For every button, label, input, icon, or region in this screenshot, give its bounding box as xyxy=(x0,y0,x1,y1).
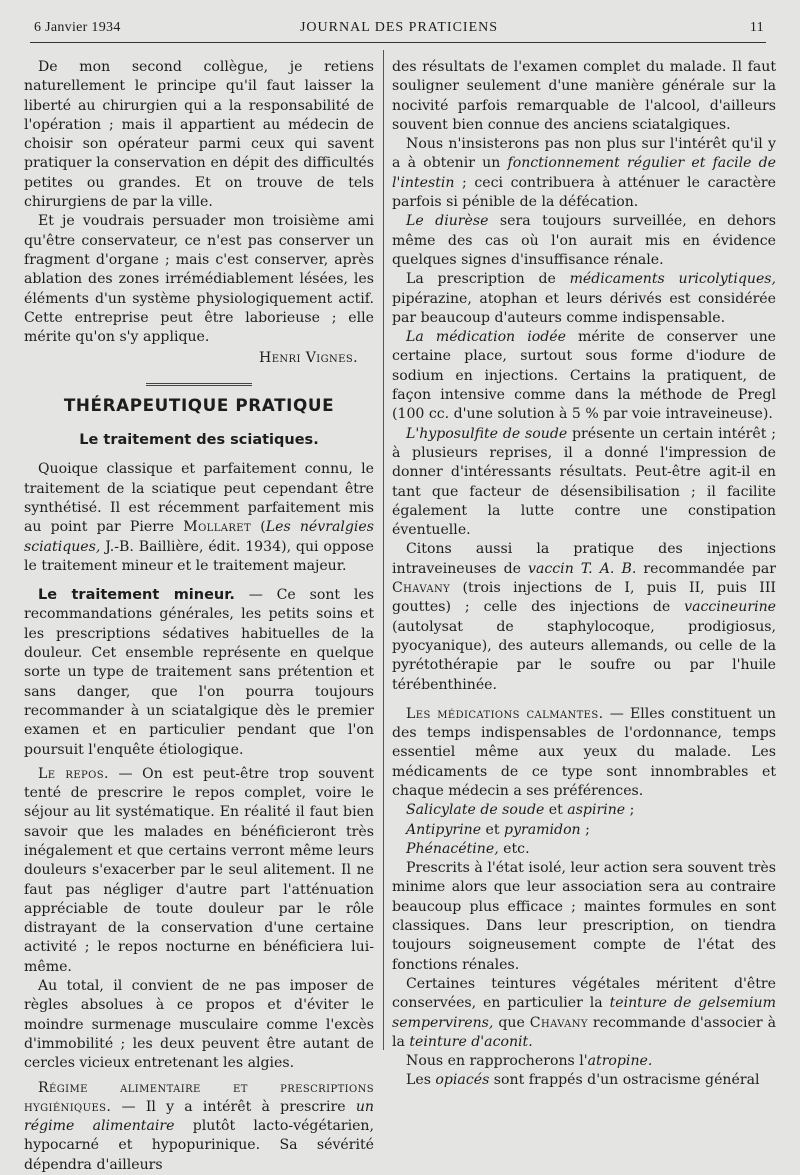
author-signature: Henri Vignes. xyxy=(259,350,358,367)
paragraph: Les médications calmantes. — Elles constituent un des temps indispensables de l'ordonnance, temps essentiel même aux yeux du malade. Les médicaments de ce type sont innombrables et chaque médecin a ses préférences. xyxy=(392,705,776,799)
paragraph: des résultats de l'examen complet du malade. Il faut souligner seulement d'une manière générale sur la nocivité parfois remarquable de l'alcool, d'ailleurs souvent bien connue des anciens sciatalgiques. xyxy=(392,59,776,133)
paragraph: Le repos. — On est peut-être trop souvent tenté de prescrire le repos complet, voire le séjour au lit systématique. En réalité il faut bien savoir que les malades en bénéficieront très inégalement et que certains verront même leurs douleurs s'exacerber par le seul alitement. Il ne faut pas négliger d'autre part l'atténuation appréciable de toute douleur par le rôle distrayant de la conservation d'une certaine activité ; le repos nocturne en bénéficiera lui-même. xyxy=(24,765,374,975)
section-divider xyxy=(146,383,252,386)
paragraph: Nous n'insisterons pas non plus sur l'intérêt qu'il y a à obtenir un fonctionnement régulier et facile de l'intestin ; ceci contribuera à atténuer le caractère parfois si pénible de la défécation. xyxy=(392,136,776,211)
section-title: THÉRAPEUTIQUE PRATIQUE xyxy=(63,394,335,415)
paragraph-lead: Le repos. xyxy=(38,765,109,782)
paragraph-lead: Les médications calmantes. xyxy=(406,705,604,722)
medication-list xyxy=(392,801,776,859)
book-title: Les névralgies sciatiques, xyxy=(24,519,374,555)
author-name: Chavany xyxy=(392,580,451,597)
author-name: Mollaret xyxy=(183,519,252,536)
article-title: Le traitement des sciatiques. xyxy=(79,432,319,449)
header-rule xyxy=(30,42,766,43)
paragraph: L'hyposulfite de soude présente un certain intérêt ; à plusieurs reprises, il a donné l'impression de donner d'intéressants résultats. Peut-être agit-il en tant que facteur de désensibilisation ; il facilite également la lutte contre une constipation éventuelle. xyxy=(392,425,776,539)
paragraph: De mon second collègue, je retiens naturellement le principe qu'il faut laisser la liberté au chirurgien qui a la responsabilité de l'opération ; mais il appartient au médecin de choisir son opérateur parmi ceux qui savent pratiquer la conservation en dépit des difficultés petites ou grandes. Et on trouve de tels chirurgiens de par la ville. xyxy=(24,59,374,211)
paragraph: La prescription de médicaments uricolytiques, pipérazine, atophan et leurs dérivés est considérée par beaucoup d'auteurs comme indispensable. xyxy=(392,271,776,326)
header-journal-title: JOURNAL DES PRATICIENS xyxy=(299,20,499,35)
page-header xyxy=(34,20,764,42)
paragraph: Citons aussi la pratique des injections intraveineuses de vaccin T. A. B. recommandée par Chavany (trois injections de I, puis II, puis III gouttes) ; celle des injections de vaccineurine (autolysat de staphylocoque, prodigiosus, pyocyanique), des auteurs allemands, ou celle de la pyrétothérapie par le soufre ou par l'huile térébenthinée. xyxy=(392,541,776,693)
list-item: Salicylate de soude et aspirine ; xyxy=(406,802,635,819)
header-date: 6 Janvier 1934 xyxy=(34,20,121,35)
list-item: Phénacétine, etc. xyxy=(406,840,530,857)
paragraph-lead: Régime alimentaire et prescriptions hygiéniques. xyxy=(24,1079,374,1115)
paragraph: Quoique classique et parfaitement connu, le traitement de la sciatique peut cependant être synthétisé. Il est récemment parfaitement mis au point par Pierre Mollaret (Les névralgies sciatiques, J.-B. Baillière, édit. 1934), qui oppose le traitement mineur et le traitement majeur. xyxy=(24,461,374,574)
paragraph: Le diurèse sera toujours surveillée, en dehors même des cas où l'on aurait mis en évidence quelques signes d'insuffisance rénale. xyxy=(392,213,776,268)
paragraph: Régime alimentaire et prescriptions hygiéniques. — Il y a intérêt à prescrire un régime alimentaire plutôt lacto-végétarien, hypocarné et hypopurinique. Sa sévérité dépendra d'ailleurs xyxy=(24,1079,374,1173)
paragraph: Et je voudrais persuader mon troisième ami qu'être conservateur, ce n'est pas conserver un fragment d'organe ; mais c'est conserver, après ablation des zones irrémédiablement lésées, les éléments d'un système physiologiquement actif. Cette entreprise peut être laborieuse ; elle mérite qu'on s'y applique. xyxy=(24,213,374,346)
paragraph: Nous en rapprocherons l'atropine. xyxy=(406,1053,653,1070)
paragraph: La médication iodée mérite de conserver une certaine place, surtout sous forme d'iodure de sodium en injections. Certains la pratiquent, de façon intensive comme dans la méthode de Pregl (100 cc. d'une solution à 5 % par voie intraveineuse). xyxy=(392,329,776,423)
paragraph: Les opiacés sont frappés d'un ostracisme général xyxy=(406,1072,760,1089)
column-divider xyxy=(383,50,384,1050)
paragraph-lead: Le traitement mineur. xyxy=(38,587,235,604)
right-column xyxy=(392,58,776,1091)
paragraph: Au total, il convient de ne pas imposer de règles absolues à ce propos et d'éviter le moindre surmenage musculaire comme l'excès d'immobilité ; les deux peuvent être autant de cercles vicieux entretenant les algies. xyxy=(24,978,374,1072)
list-item: Antipyrine et pyramidon ; xyxy=(406,821,590,838)
header-page-number: 11 xyxy=(749,20,764,35)
left-column xyxy=(24,58,374,1175)
paragraph: Prescrits à l'état isolé, leur action sera souvent très minime alors que leur association sera au contraire beaucoup plus efficace ; maintes formules en sont classiques. Dans leur prescription, on tiendra toujours soigneusement compte de l'état des fonctions rénales. xyxy=(392,860,776,973)
author-name: Chavany xyxy=(529,1014,588,1031)
paragraph: Certaines teintures végétales méritent d'être conservées, en particulier la teinture de gelsemium sempervirens, que Chavany recommande d'associer à la teinture d'aconit. xyxy=(392,975,776,1050)
paragraph: Le traitement mineur. — Ce sont les recommandations générales, les petits soins et les prescriptions sédatives habituelles de la douleur. Cet ensemble représente en quelque sorte un type de traitement sans prétention et sans danger, que l'on pourra toujours recommander à un sciatalgique dès le premier examen et en particulier pendant que l'on poursuit l'enquête étiologique. xyxy=(24,587,374,758)
